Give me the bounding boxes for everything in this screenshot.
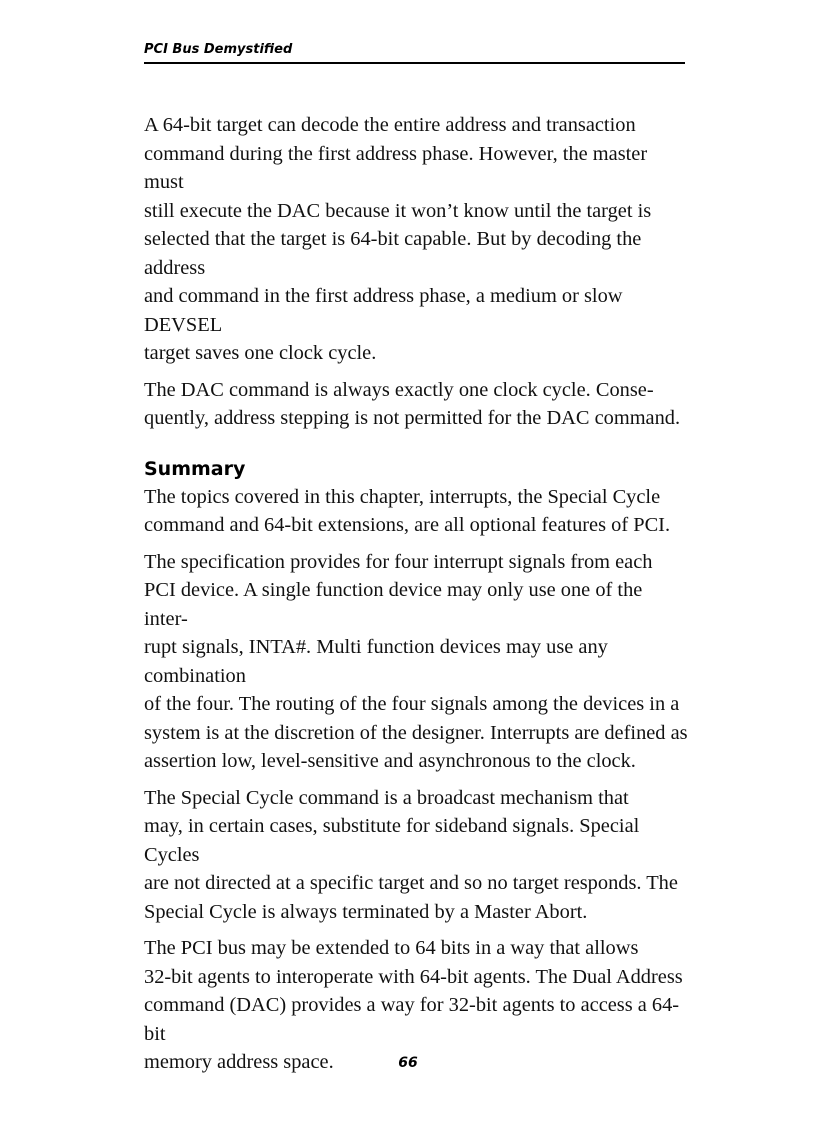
section-heading: Summary <box>144 457 246 480</box>
paragraph: The topics covered in this chapter, interrupts, the Special Cycle command and 64-bit extensions, are all optional features of PCI. <box>144 485 671 536</box>
paragraph: The DAC command is always exactly one clock cycle. Conse- quently, address stepping is not permitted for the DAC command. <box>144 378 681 429</box>
running-head-title: PCI Bus Demystified <box>144 42 293 57</box>
paragraph: A 64-bit target can decode the entire address and transaction command during the first address phase. However, the master must still execute the DAC because it won’t know until the target is selected that the target is 64-bit capable. But by decoding the address and command in the first address phase, a medium or slow DEVSEL target saves one clock cycle. <box>144 114 652 364</box>
page-number: 66 <box>398 1055 418 1071</box>
paragraph: The specification provides for four interrupt signals from each PCI device. A single function device may only use one of the inter- rupt signals, INTA#. Multi function devices may use any combination of the four. The routing of the four signals among the devices in a system is at the discretion of the designer. Interrupts are defined as assertion low, level-sensitive and asynchronous to the clock. <box>144 550 688 772</box>
paragraph: The PCI bus may be extended to 64 bits in a way that allows 32-bit agents to interoperate with 64-bit agents. The Dual Address command (DAC) provides a way for 32-bit agents to access a 64-bit memory address space. <box>144 937 683 1073</box>
page-body <box>144 111 689 1085</box>
paragraph: The Special Cycle command is a broadcast mechanism that may, in certain cases, substitute for sideband signals. Special Cycles are not directed at a specific target and so no target responds. The Special Cycle is always terminated by a Master Abort. <box>144 786 678 923</box>
running-head <box>144 40 685 64</box>
